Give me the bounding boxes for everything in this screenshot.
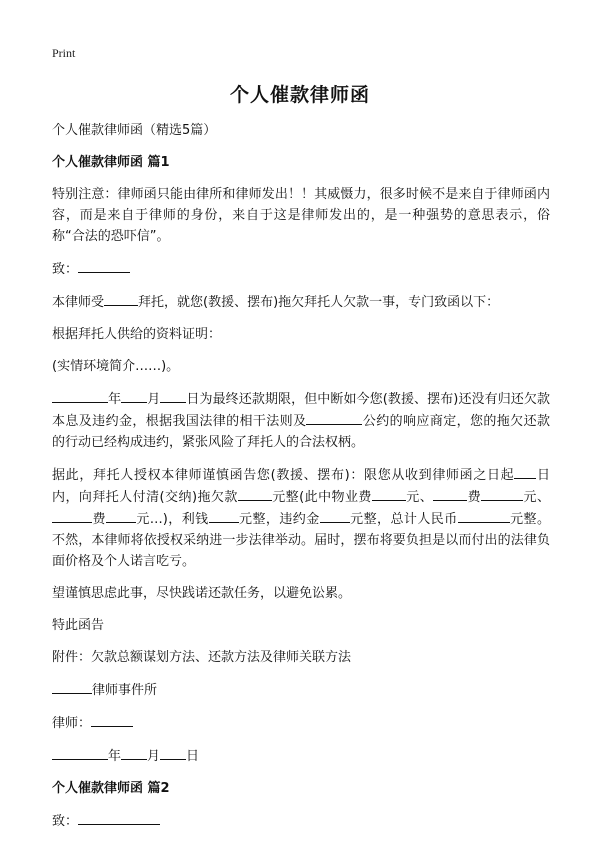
demand-text-k: 元整。不然，本律师将依授权采纳进一步法律举动。届时，摆布将要负担是以而付出的法律负面价格及个人诺言吃亏。 <box>52 512 550 569</box>
fee-type-blank-1 <box>433 486 467 501</box>
contract-blank <box>306 410 362 425</box>
month-text: 月 <box>147 392 161 407</box>
lawyer-prefix: 律师： <box>52 716 92 731</box>
to-prefix: 致： <box>52 262 79 277</box>
demand-text-a: 据此，拜托人授权本律师谨慎函告您(教援、摆布)：限您从收到律师函之日起 <box>52 468 515 483</box>
situation-paragraph: (实情环境简介……)。 <box>52 359 180 374</box>
recipient-blank-2 <box>78 810 160 825</box>
demand-paragraph <box>52 464 550 572</box>
deadline-paragraph <box>52 388 550 453</box>
day-blank <box>160 388 186 403</box>
warning-paragraph: 望谨慎思虑此事，尽快践诺还款任务，以避免讼累。 <box>52 586 352 601</box>
print-label: Print <box>52 46 76 60</box>
property-fee-blank <box>372 486 406 501</box>
demand-text-f: 元、 <box>523 490 550 505</box>
law-firm-line <box>52 679 550 701</box>
attachment-line: 附件：欠款总额谋划方法、还款方法及律师关联方法 <box>52 650 352 665</box>
evidence-paragraph: 根据拜托人供给的资料证明： <box>52 327 222 342</box>
date-day-blank <box>160 745 186 760</box>
date-day: 日 <box>186 749 200 764</box>
lawyer-blank <box>91 712 133 727</box>
deadline-text: 日为最终还款期限，但中断如今您(教援、摆布)还没有归还欠款本息及违约金，根据我国法律的相干法则及 <box>52 392 550 429</box>
interest-blank <box>209 508 239 523</box>
month-blank <box>121 388 147 403</box>
date-year: 年 <box>108 749 122 764</box>
total-blank <box>458 508 510 523</box>
to-prefix-2: 致： <box>52 814 79 829</box>
recipient-line <box>52 258 550 280</box>
penalty-blank <box>320 508 350 523</box>
date-month: 月 <box>147 749 161 764</box>
recipient-line-2 <box>52 810 550 832</box>
demand-text-g: 费 <box>92 512 106 527</box>
section-heading-1: 个人催款律师函 篇1 <box>52 155 170 170</box>
date-month-blank <box>121 745 147 760</box>
fee-amount-blank-1 <box>481 486 523 501</box>
page-title: 个人催款律师函 <box>229 84 370 106</box>
demand-text-c: 元整(此中物业费 <box>271 490 372 505</box>
arrears-blank <box>238 486 272 501</box>
demand-text-b: 日内，向拜托人付清(交纳)拖欠款 <box>52 468 550 505</box>
year-blank <box>52 388 108 403</box>
entrust-paragraph <box>52 291 550 313</box>
fee-type-blank-2 <box>52 508 92 523</box>
demand-text-h: 元…)，利钱 <box>135 512 209 527</box>
recipient-blank <box>78 258 130 273</box>
days-blank <box>514 464 536 479</box>
demand-text-d: 元、 <box>405 490 434 505</box>
lawyer-line <box>52 712 550 734</box>
date-line <box>52 745 550 767</box>
year-text: 年 <box>108 392 122 407</box>
fee-amount-blank-2 <box>106 508 136 523</box>
client-blank <box>104 291 138 306</box>
entrust-text-b: 拜托，就您(教援、摆布)拖欠拜托人欠款一事，专门致函以下： <box>138 295 500 310</box>
entrust-text-a: 本律师受 <box>52 295 105 310</box>
date-year-blank <box>52 745 108 760</box>
notice-paragraph: 特别注意：律师函只能由律所和律师发出！！其威慑力，很多时候不是来自于律师函内容，而是来自于律师的身份，来自于这是律师发出的，是一种强势的意思表示，俗称“合法的恐吓信”。 <box>52 187 550 244</box>
section-heading-2: 个人催款律师函 篇2 <box>52 781 170 796</box>
document-body <box>52 120 550 843</box>
closing-line: 特此函告 <box>52 618 105 633</box>
document-subtitle: 个人催款律师函（精选5篇） <box>52 123 217 138</box>
firm-blank <box>52 679 92 694</box>
demand-text-e: 费 <box>467 490 482 505</box>
demand-text-j: 元整，总计人民币 <box>349 512 458 527</box>
firm-suffix: 律师事件所 <box>92 683 158 698</box>
deadline-tail: 公约的响应商定，您的拖欠还款的行动已经构成违约，紧张风险了拜托人的合法权柄。 <box>52 414 550 450</box>
demand-text-i: 元整，违约金 <box>238 512 320 527</box>
